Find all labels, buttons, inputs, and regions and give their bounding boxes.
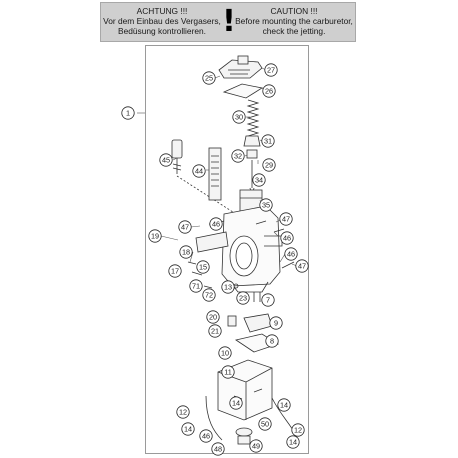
callout-12-left xyxy=(177,406,189,418)
callout-45 xyxy=(160,154,172,166)
callout-72 xyxy=(203,289,215,301)
callout-32-label: 32 xyxy=(233,151,243,161)
english-warning-line2: check the jetting. xyxy=(262,26,326,36)
callout-46-left xyxy=(210,218,222,230)
callout-21 xyxy=(209,325,221,337)
callout-27 xyxy=(265,64,277,76)
callout-14-right-label: 14 xyxy=(279,400,289,410)
callout-71 xyxy=(190,280,202,292)
callout-48 xyxy=(212,443,224,455)
callout-13 xyxy=(222,281,234,293)
callout-46-right-upper xyxy=(281,232,293,244)
callout-25 xyxy=(203,72,215,84)
callout-31 xyxy=(262,135,274,147)
callout-47-right-label: 47 xyxy=(281,214,291,224)
needle-jet-part xyxy=(209,148,221,200)
callout-47-left xyxy=(179,221,191,233)
callout-14-bottom-right xyxy=(287,436,299,448)
callout-46-bottom xyxy=(200,430,212,442)
callout-20 xyxy=(207,311,219,323)
callout-17-label: 17 xyxy=(170,266,180,276)
callout-46-bottom-label: 46 xyxy=(201,431,211,441)
callout-9 xyxy=(270,317,282,329)
callout-8-label: 8 xyxy=(269,336,275,346)
cover-plate-part xyxy=(219,56,262,78)
callout-18-label: 18 xyxy=(181,247,191,257)
idle-screw-part xyxy=(172,140,236,214)
callout-21-label: 21 xyxy=(210,326,220,336)
needle-holder-part xyxy=(244,136,260,196)
callout-72-label: 72 xyxy=(204,290,214,300)
callout-46-left-label: 46 xyxy=(211,219,221,229)
callout-47-far-right xyxy=(296,260,308,272)
callout-47-right xyxy=(280,213,292,225)
callout-34-label: 34 xyxy=(254,175,264,185)
callout-46-right-lower xyxy=(285,248,297,260)
callout-30 xyxy=(233,111,245,123)
callout-10 xyxy=(219,347,231,359)
callout-14-upper-left xyxy=(230,397,242,409)
callout-31-label: 31 xyxy=(263,136,273,146)
callout-12-left-label: 12 xyxy=(178,407,188,417)
callout-26-label: 26 xyxy=(264,86,274,96)
german-warning-line2: Bedüsung kontrollieren. xyxy=(118,26,206,36)
callout-47-left-label: 47 xyxy=(180,222,190,232)
callout-27-label: 27 xyxy=(266,65,276,75)
callout-10-label: 10 xyxy=(220,348,230,358)
callout-14-bottom-right-label: 14 xyxy=(288,437,298,447)
callout-30-label: 30 xyxy=(234,112,244,122)
callout-14-left xyxy=(182,423,194,435)
callout-71-label: 71 xyxy=(191,281,201,291)
callout-29 xyxy=(263,159,275,171)
callout-15 xyxy=(197,261,209,273)
callout-8 xyxy=(266,335,278,347)
exclamation-icon: ! xyxy=(222,4,236,39)
callout-23-label: 23 xyxy=(238,293,248,303)
callout-19-label: 19 xyxy=(150,231,160,241)
callout-35-label: 35 xyxy=(261,200,271,210)
callout-11-label: 11 xyxy=(224,367,232,377)
callout-49-label: 49 xyxy=(251,441,261,451)
english-warning-title: CAUTION !!! xyxy=(270,6,318,16)
callout-14-left-label: 14 xyxy=(183,424,193,434)
callout-46-right-lower-label: 46 xyxy=(286,249,296,259)
callout-18 xyxy=(180,246,192,258)
callout-13-label: 13 xyxy=(223,282,233,292)
callout-26 xyxy=(263,85,275,97)
callout-44 xyxy=(193,165,205,177)
callout-50 xyxy=(259,418,271,430)
callout-14-right xyxy=(278,399,290,411)
callout-14-upper-left-label: 14 xyxy=(231,398,241,408)
callout-46-right-upper-label: 46 xyxy=(282,233,292,243)
callout-bubbles xyxy=(122,64,308,455)
callout-7 xyxy=(262,294,274,306)
german-warning-line1: Vor dem Einbau des Vergasers, xyxy=(103,16,221,26)
callout-32 xyxy=(232,150,244,162)
callout-47-far-right-label: 47 xyxy=(297,261,307,271)
callout-7-label: 7 xyxy=(265,295,271,305)
callout-45-label: 45 xyxy=(161,155,171,165)
callout-25-label: 25 xyxy=(204,73,214,83)
callout-12-right xyxy=(292,424,304,436)
callout-9-label: 9 xyxy=(273,318,279,328)
gasket-part xyxy=(224,84,262,98)
callout-44-label: 44 xyxy=(194,166,204,176)
callout-1 xyxy=(122,107,134,119)
callout-17 xyxy=(169,265,181,277)
callout-34 xyxy=(253,174,265,186)
callout-11 xyxy=(222,366,234,378)
carburetor-body-part xyxy=(196,206,282,292)
callout-15-label: 15 xyxy=(198,262,208,272)
callout-48-label: 48 xyxy=(213,444,223,454)
german-warning-title: ACHTUNG !!! xyxy=(136,6,188,16)
callout-29-label: 29 xyxy=(264,160,274,170)
callout-19 xyxy=(149,230,161,242)
callout-49 xyxy=(250,440,262,452)
callout-12-right-label: 12 xyxy=(293,425,303,435)
callout-50-label: 50 xyxy=(260,419,270,429)
callout-1-label: 1 xyxy=(125,108,131,118)
float-needle-part xyxy=(228,314,272,332)
callout-23 xyxy=(237,292,249,304)
callout-20-label: 20 xyxy=(208,312,218,322)
english-warning-line1: Before mounting the carburetor, xyxy=(235,16,353,26)
callout-35 xyxy=(260,199,272,211)
